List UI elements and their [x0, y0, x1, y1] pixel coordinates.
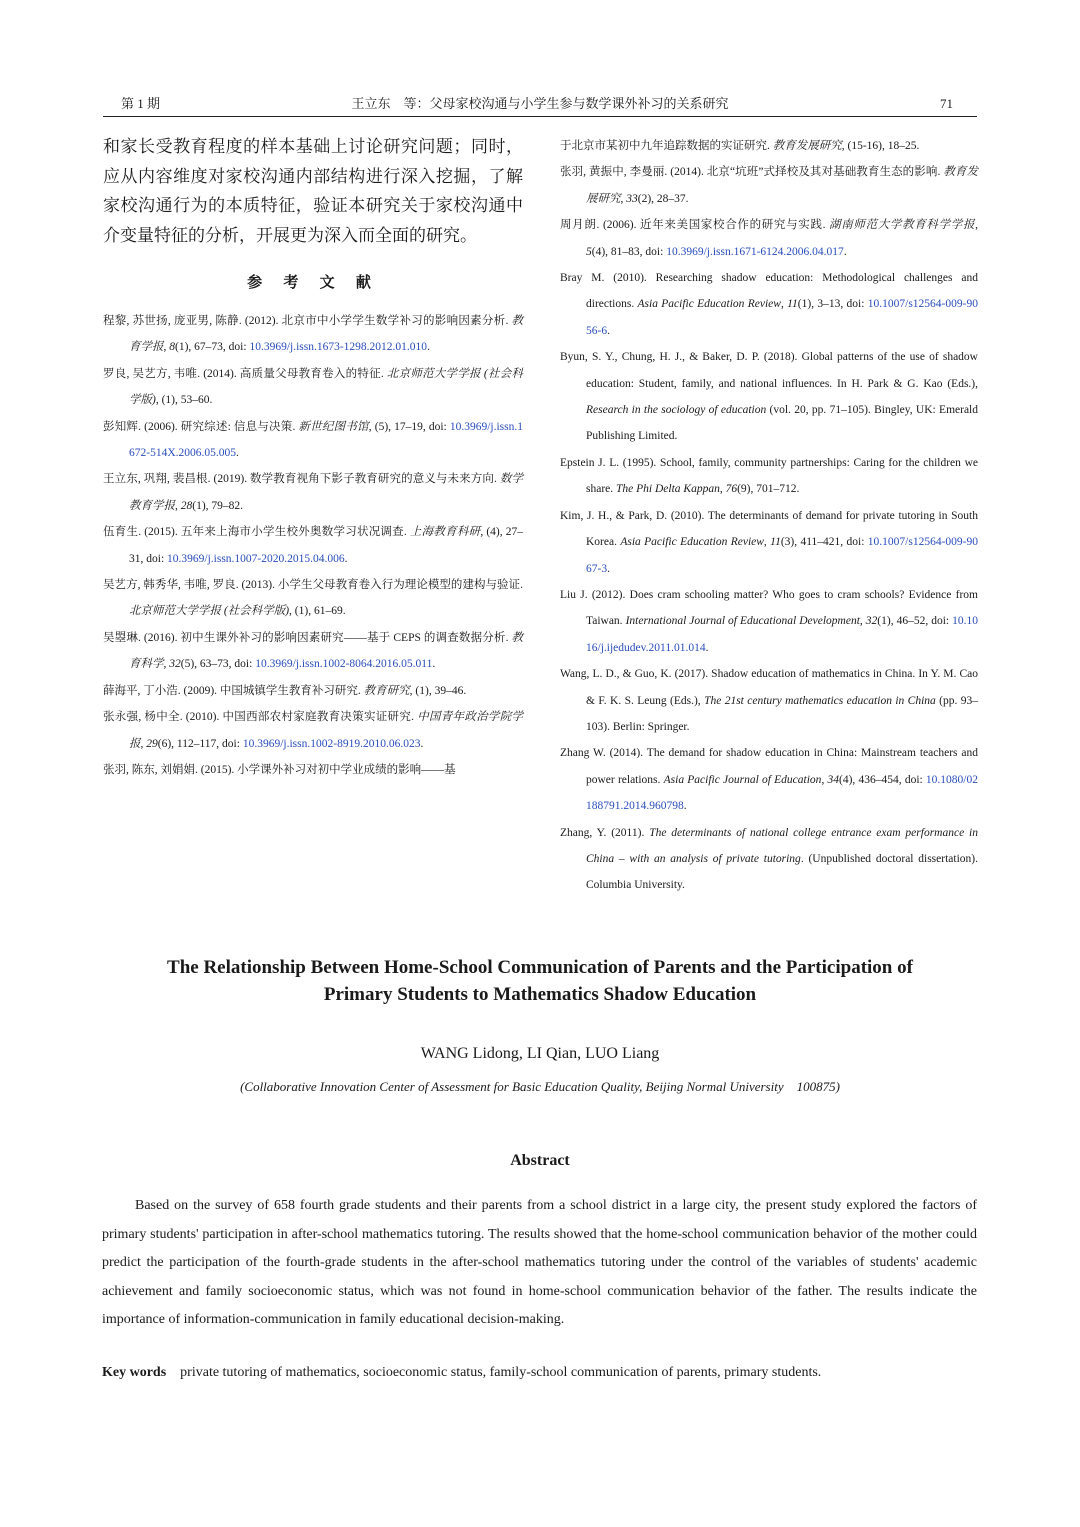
- reference-source: Asia Pacific Education Review: [637, 298, 781, 311]
- reference-text: (5), 63–73, doi:: [180, 658, 256, 671]
- doi-link[interactable]: 10.1007/s12564-009-9056-6: [586, 298, 978, 337]
- reference-entry: [103, 625, 523, 678]
- reference-text: .: [607, 562, 610, 575]
- reference-entry: [103, 361, 523, 414]
- reference-entry: [560, 820, 978, 899]
- reference-text: ,: [975, 219, 978, 232]
- doi-link[interactable]: 10.3969/j.issn.1672-514X.2006.05.005: [129, 420, 523, 460]
- reference-text: 薛海平, 丁小浩. (2009). 中国城镇学生教育补习研究.: [103, 684, 364, 697]
- keywords-label: Key words: [102, 1365, 167, 1380]
- reference-volume: 28: [180, 499, 193, 512]
- reference-text: .: [427, 341, 430, 354]
- references-list-left: [103, 308, 523, 783]
- reference-source: 数学教育学报: [129, 473, 524, 512]
- reference-text: , (15-16), 18–25.: [841, 140, 920, 152]
- reference-text: .: [420, 737, 424, 750]
- reference-text: (1), 3–13, doi:: [797, 298, 868, 311]
- reference-source: 教育发展研究: [586, 166, 978, 205]
- reference-source: 新世纪图书馆: [298, 420, 369, 433]
- reference-text: Wang, L. D., & Guo, K. (2017). Shadow education of mathematics in China. In Y. M. Cao & F. K. S. Leung (Eds.),: [560, 668, 978, 707]
- english-title: [100, 954, 980, 1008]
- reference-source: 北京师范大学学报 (社会科学版): [129, 605, 290, 618]
- doi-link[interactable]: 10.3969/j.issn.1673-1298.2012.01.010: [249, 341, 428, 354]
- doi-link[interactable]: 10.3969/j.issn.1671-6124.2006.04.017: [666, 245, 844, 258]
- reference-source: Research in the sociology of education: [586, 404, 767, 417]
- reference-text: ,: [620, 192, 627, 205]
- reference-text: (pp. 93–103). Berlin: Springer.: [586, 694, 978, 733]
- reference-text: Bray M. (2010). Researching shadow education: Methodological challenges and directions.: [560, 272, 978, 311]
- reference-text: (1), 67–73, doi:: [175, 341, 250, 354]
- issue-number: 第 1 期: [121, 96, 161, 111]
- reference-entry: [560, 503, 978, 582]
- reference-source: 教育学报: [129, 315, 523, 354]
- reference-text: 吴曌琳. (2016). 初中生课外补习的影响因素研究——基于 CEPS 的调查数据分析.: [103, 631, 512, 644]
- reference-text: .: [344, 552, 348, 565]
- reference-text: (9), 701–712.: [737, 483, 800, 496]
- keywords-text: private tutoring of mathematics, socioeconomic status, family-school communication of parents, primary students.: [180, 1365, 822, 1380]
- reference-text: Liu J. (2012). Does cram schooling matter? Who goes to cram schools? Evidence from Taiwan.: [560, 588, 978, 628]
- reference-text: (6), 112–117, doi:: [157, 737, 243, 750]
- reference-volume: 32: [865, 615, 878, 628]
- english-title-line: Primary Students to Mathematics Shadow Education: [323, 984, 757, 1005]
- reference-source: 教育科学: [129, 631, 523, 671]
- body-paragraph: 和家长受教育程度的样本基础上讨论研究问题；同时，应从内容维度对家校沟通内部结构进行深入挖掘，了解家校沟通行为的本质特征，验证本研究关于家校沟通中介变量特征的分析，开展更为深入而全面的研究。: [103, 137, 523, 246]
- reference-text: 吴艺方, 韩秀华, 韦唯, 罗良. (2013). 小学生父母教育卷入行为理论模型的建构与验证.: [103, 579, 523, 592]
- reference-entry: [103, 414, 523, 467]
- reference-text: 程黎, 苏世扬, 庞亚男, 陈静. (2012). 北京市中小学学生数学补习的影响因素分析.: [103, 315, 512, 327]
- reference-entry: [560, 212, 978, 265]
- reference-source: The Phi Delta Kappan: [616, 483, 720, 496]
- reference-text: . (Unpublished doctoral dissertation). Columbia University.: [586, 852, 978, 892]
- english-title-line: The Relationship Between Home-School Communication of Parents and the Participation of: [167, 957, 913, 978]
- abstract-heading: Abstract: [510, 1152, 570, 1169]
- reference-text: (1), 46–52, doi:: [877, 615, 953, 628]
- reference-entry: [103, 519, 523, 572]
- doi-link[interactable]: 10.1080/02188791.2014.960798: [586, 773, 978, 813]
- reference-source: 教育发展研究: [772, 140, 842, 152]
- reference-text: .: [843, 245, 847, 258]
- reference-entry: [103, 466, 523, 519]
- reference-text: (2), 28–37.: [637, 192, 689, 205]
- reference-volume: 32: [169, 658, 181, 671]
- reference-text: .: [683, 800, 687, 813]
- reference-text: .: [705, 641, 709, 654]
- reference-text: Kim, J. H., & Park, D. (2010). The determinants of demand for private tutoring in South Korea.: [560, 509, 978, 549]
- reference-text: .: [236, 447, 239, 460]
- reference-text: ,: [763, 536, 771, 549]
- references-list-right: [560, 133, 978, 899]
- reference-text: ,: [140, 737, 147, 750]
- reference-text: 周月朗. (2006). 近年来美国家校合作的研究与实践.: [560, 219, 830, 232]
- reference-text: , (1), 39–46.: [409, 684, 467, 697]
- reference-text: ,: [821, 773, 828, 786]
- reference-source: 中国青年政治学院学报: [129, 711, 523, 750]
- reference-source: 教育研究: [363, 684, 410, 697]
- reference-text: (3), 411–421, doi:: [780, 536, 868, 549]
- reference-volume: 11: [770, 536, 781, 549]
- reference-source: The 21st century mathematics education in China: [704, 694, 936, 707]
- reference-volume: 29: [146, 737, 158, 750]
- running-title: 王立东 等：父母家校沟通与小学生参与数学课外补习的关系研究: [351, 96, 729, 111]
- reference-text: ,: [719, 483, 726, 496]
- keywords: [102, 1361, 977, 1385]
- reference-text: ,: [163, 341, 170, 354]
- doi-link[interactable]: 10.1016/j.ijedudev.2011.01.014: [586, 615, 978, 654]
- reference-entry: [560, 661, 978, 740]
- references-heading: 参 考 文 献: [247, 273, 379, 291]
- reference-entry: [560, 133, 978, 159]
- reference-text: (1), 79–82.: [192, 499, 244, 512]
- doi-link[interactable]: 10.1007/s12564-009-9067-3: [586, 536, 979, 575]
- reference-text: 王立东, 巩翔, 裴昌根. (2019). 数学教育视角下影子教育研究的意义与未来方向.: [103, 473, 500, 486]
- reference-source: 北京师范大学学报 (社会科学版): [129, 367, 523, 407]
- authors: WANG Lidong, LI Qian, LUO Liang: [420, 1045, 660, 1062]
- reference-text: ,: [163, 658, 170, 671]
- reference-source: 上海教育科研: [409, 526, 481, 539]
- reference-entry: [103, 757, 523, 783]
- page-number: 71: [940, 96, 953, 111]
- reference-text: ,: [859, 615, 866, 628]
- reference-entry: [560, 159, 978, 212]
- reference-text: , (5), 17–19, doi:: [368, 420, 450, 433]
- reference-entry: [560, 344, 978, 450]
- reference-text: .: [607, 324, 610, 337]
- reference-text: Zhang W. (2014). The demand for shadow education in China: Mainstream teachers and power relations.: [560, 747, 978, 786]
- abstract-body: Based on the survey of 658 fourth grade students and their parents from a school district in a large city, the present study explored the factors of primary students' participation in after-school mathematics tutoring. The results showed that the home-school communication behavior of the mother could predict the participation of the fourth-grade students in the after-school mathematics tutoring under the control of the variables of students' academic achievement and family socioeconomic status, which was not found in home-school communication behavior of the father. The results indicate the importance of information-communication in family educational decision-making.: [102, 1198, 977, 1327]
- reference-text: Epstein J. L. (1995). School, family, community partnerships: Caring for the children we share.: [560, 456, 978, 496]
- reference-volume: 33: [626, 192, 638, 205]
- reference-volume: 34: [827, 773, 840, 786]
- affiliation: (Collaborative Innovation Center of Assessment for Basic Education Quality, Beijing Normal University 100875): [240, 1079, 840, 1094]
- reference-text: (vol. 20, pp. 71–105). Bingley, UK: Emerald Publishing Limited.: [586, 404, 978, 443]
- reference-entry: [560, 740, 978, 819]
- reference-source: The determinants of national college entrance exam performance in China – with an analysis of private tutoring: [586, 826, 978, 865]
- reference-text: 伍育生. (2015). 五年来上海市小学生校外奥数学习状况调查.: [103, 526, 410, 539]
- reference-entry: [103, 704, 523, 757]
- reference-volume: 5: [586, 245, 592, 258]
- reference-text: (4), 81–83, doi:: [591, 245, 667, 258]
- doi-link[interactable]: 10.3969/j.issn.1002-8064.2016.05.011: [255, 658, 433, 671]
- reference-entry: [103, 572, 523, 625]
- right-column: [560, 133, 978, 899]
- reference-text: , (1), 61–69.: [289, 605, 346, 618]
- reference-entry: [560, 265, 978, 344]
- reference-text: Zhang, Y. (2011).: [560, 826, 650, 839]
- reference-text: 罗良, 吴艺方, 韦唯. (2014). 高质量父母教育卷入的特征.: [103, 367, 387, 380]
- running-header: [103, 94, 977, 117]
- reference-text: ,: [175, 499, 181, 512]
- reference-entry: [560, 582, 978, 661]
- reference-text: ,: [780, 298, 788, 311]
- reference-text: , (1), 53–60.: [155, 394, 213, 407]
- reference-text: , (4), 27–31, doi:: [129, 526, 523, 565]
- reference-text: 张永强, 杨中全. (2010). 中国西部农村家庭教育决策实证研究.: [103, 711, 418, 724]
- reference-text: 彭知辉. (2006). 研究综述: 信息与决策.: [103, 420, 299, 433]
- reference-text: 张羽, 陈东, 刘娟娟. (2015). 小学课外补习对初中学业成绩的影响——基: [103, 763, 456, 776]
- reference-text: 张羽, 黄振中, 李曼丽. (2014). 北京“坑班”式择校及其对基础教育生态的影响.: [560, 166, 944, 179]
- reference-text: (4), 436–454, doi:: [839, 773, 926, 786]
- reference-source: Asia Pacific Education Review: [620, 536, 764, 549]
- reference-source: International Journal of Educational Development: [625, 615, 860, 628]
- doi-link[interactable]: 10.3969/j.issn.1002-8919.2010.06.023: [242, 737, 421, 750]
- reference-entry: [560, 450, 978, 503]
- reference-source: 湖南师范大学教育科学学报: [829, 219, 976, 232]
- reference-text: Byun, S. Y., Chung, H. J., & Baker, D. P. (2018). Global patterns of the use of shadow education: Student, family, and national influences. In H. Park & G. Kao (Eds.),: [560, 351, 978, 390]
- reference-volume: 11: [787, 298, 798, 311]
- reference-entry: [103, 678, 523, 704]
- reference-source: Asia Pacific Journal of Education: [663, 773, 822, 786]
- doi-link[interactable]: 10.3969/j.issn.1007-2020.2015.04.006: [167, 552, 345, 565]
- reference-text: 于北京市某初中九年追踪数据的实证研究.: [560, 140, 773, 152]
- reference-text: .: [432, 658, 436, 671]
- reference-volume: 8: [169, 341, 175, 354]
- left-column: [103, 133, 523, 783]
- reference-volume: 76: [725, 483, 738, 496]
- reference-entry: [103, 308, 523, 361]
